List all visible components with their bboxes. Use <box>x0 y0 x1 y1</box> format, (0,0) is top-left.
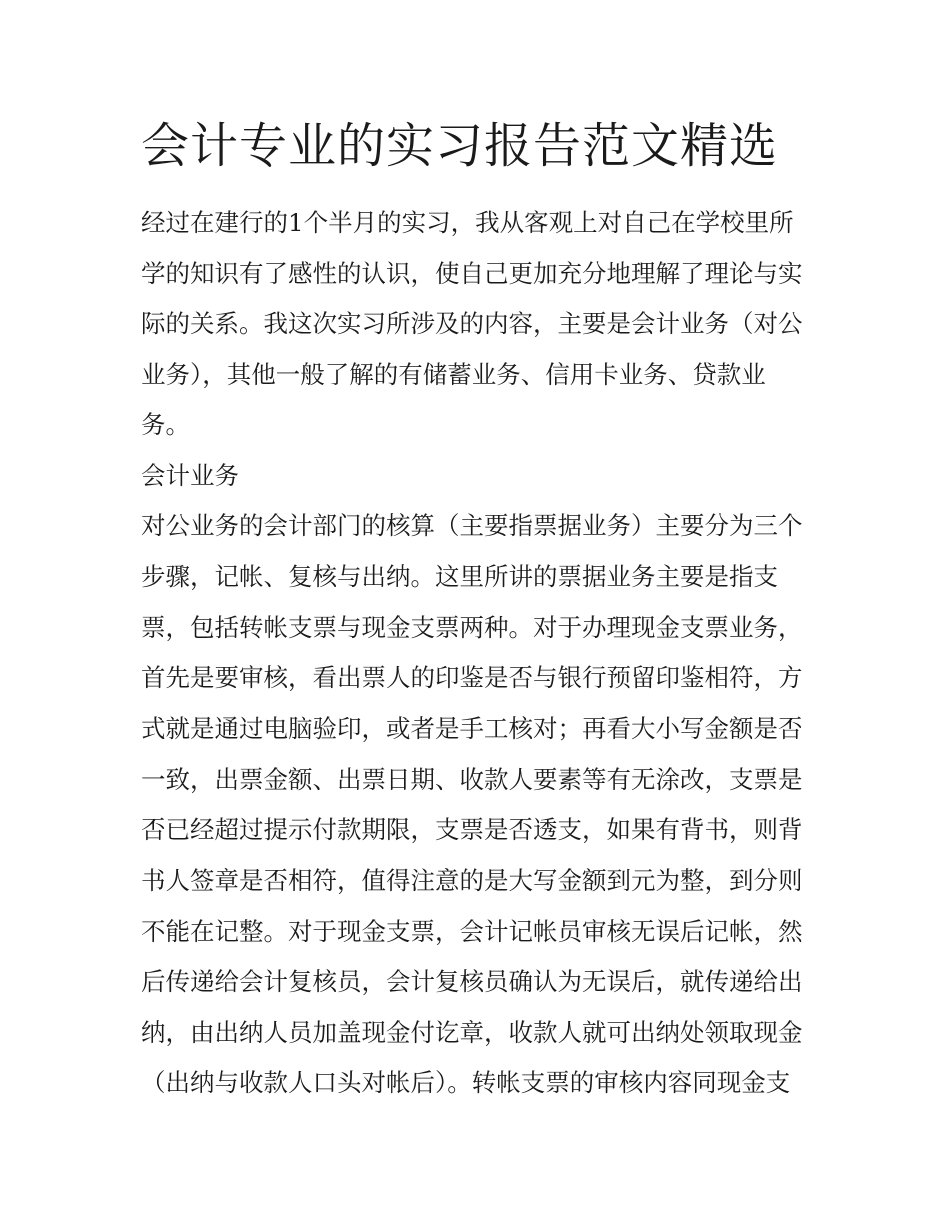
body-line: 业务），其他一般了解的有储蓄业务、信用卡业务、贷款业 <box>141 360 766 389</box>
body-line: 经过在建行的1个半月的实习，我从客观上对自己在学校里所 <box>141 208 794 237</box>
body-line: 对公业务的会计部门的核算（主要指票据业务）主要分为三个 <box>141 511 803 540</box>
body-line: 票，包括转帐支票与现金支票两种。对于办理现金支票业务， <box>141 613 803 642</box>
body-line: 学的知识有了感性的认识，使自己更加充分地理解了理论与实 <box>141 259 803 288</box>
body-line: （出纳与收款人口头对帐后）。转帐支票的审核内容同现金支 <box>141 1068 791 1097</box>
body-line: 后传递给会计复核员，会计复核员确认为无误后，就传递给出 <box>141 967 803 996</box>
body-line: 式就是通过电脑验印，或者是手工核对；再看大小写金额是否 <box>141 714 803 743</box>
section-heading: 会计业务 <box>141 461 239 490</box>
body-line: 否已经超过提示付款期限，支票是否透支，如果有背书，则背 <box>141 815 803 844</box>
document-title: 会计专业的实习报告范文精选 <box>141 118 779 174</box>
body-line: 不能在记整。对于现金支票，会计记帐员审核无误后记帐，然 <box>141 917 803 946</box>
body-line: 一致，出票金额、出票日期、收款人要素等有无涂改，支票是 <box>141 765 803 794</box>
body-line: 务。 <box>141 410 190 439</box>
body-line: 书人签章是否相符，值得注意的是大写金额到元为整，到分则 <box>141 866 803 895</box>
body-line: 步骤，记帐、复核与出纳。这里所讲的票据业务主要是指支 <box>141 562 778 591</box>
body-line: 首先是要审核，看出票人的印鉴是否与银行预留印鉴相符，方 <box>141 663 803 692</box>
body-line: 际的关系。我这次实习所涉及的内容，主要是会计业务（对公 <box>141 309 803 338</box>
body-line: 纳，由出纳人员加盖现金付讫章，收款人就可出纳处领取现金 <box>141 1018 803 1047</box>
